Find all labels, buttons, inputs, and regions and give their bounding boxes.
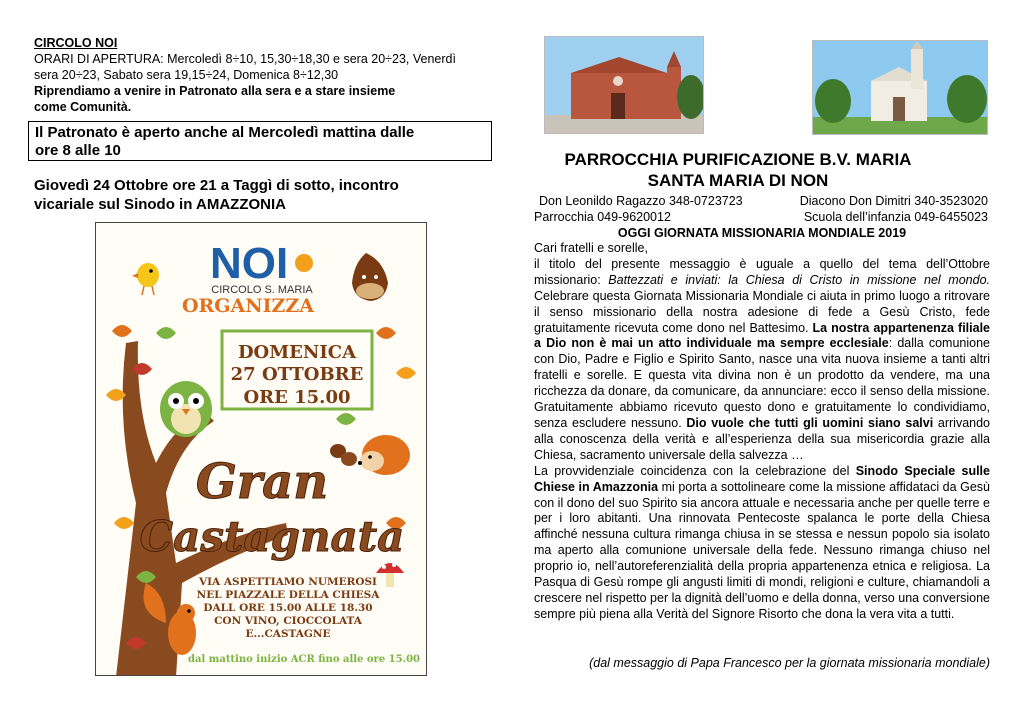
logo-subtitle: CIRCOLO S. MARIA [211, 284, 313, 296]
poster-title-castagnata: Castagnata [139, 512, 405, 561]
text-run: La provvidenziale coincidenza con la celebrazione del [534, 463, 856, 478]
text-run-italic: Battezzati e inviati: la Chiesa di Cristo in missione nel mondo. [608, 272, 990, 287]
date-day: 27 OTTOBRE [230, 364, 364, 385]
opening-hours-line: ORARI DI APERTURA: Mercoledì 8÷10, 15,30÷18,30 e sera 20÷23, Venerdì [34, 52, 456, 66]
wednesday-open-line: ore 8 alle 10 [35, 142, 121, 159]
church-brick-image [545, 37, 703, 133]
church-photo-right [812, 40, 988, 135]
date-weekday: DOMENICA [237, 342, 357, 363]
poster-info-line: DALL ORE 15.00 ALLE 18.30 [203, 602, 373, 614]
poster-info-line: NEL PIAZZALE DELLA CHIESA [196, 589, 380, 601]
church-photo-left [544, 36, 704, 134]
patronato-invite-line: Riprendiamo a venire in Patronato alla sera e a stare insieme [34, 84, 396, 98]
logo-dot-icon [295, 254, 313, 272]
contact-priest: Don Leonildo Ragazzo 348-0723723 [539, 194, 743, 208]
noi-logo: NOI [210, 239, 289, 288]
article-body [534, 241, 990, 623]
poster-footer: dal mattino inizio ACR fino alle ore 15.00 [188, 654, 420, 665]
contact-school: Scuola dell’infanzia 049-6455023 [803, 210, 988, 224]
poster-info-line: VIA ASPETTIAMO NUMEROSI [199, 576, 377, 588]
article-heading: OGGI GIORNATA MISSIONARIA MONDIALE 2019 [617, 226, 907, 240]
meeting-line: vicariale sul Sinodo in AMAZZONIA [34, 196, 286, 213]
parish-title-line: PARROCCHIA PURIFICAZIONE B.V. MARIA [564, 150, 912, 169]
castagnata-poster [95, 222, 427, 676]
meeting-line: Giovedì 24 Ottobre ore 21 a Taggì di sotto, incontro [34, 177, 399, 194]
chestnuts-icon [330, 444, 357, 466]
opening-hours-line: sera 20÷23, Sabato sera 19,15÷24, Domenica 8÷12,30 [34, 68, 339, 82]
mushroom-icon [376, 563, 404, 587]
text-run: : dalla comunione con Dio, Padre e Figlio e Spirito Santo, nasce una vita nuova insieme a tanti altri fratelli e sorelle. E questa vita divina non è un prodotto da vendere, ma una ricchezza da donare, da comunicare, da annunciare: ecco il senso della missione. Gratuitamente abbiamo ricevuto questo dono e gratuitamente lo condividiamo, senza escludere nessuno. [534, 336, 990, 430]
wednesday-open-box [28, 121, 492, 161]
article-paragraph [534, 464, 990, 623]
text-run-bold: La nostra appartenenza filiale a Dio non è mai un atto individuale ma sempre ecclesiale [534, 320, 990, 351]
poster-info-line: CON VINO, CIOCCOLATA [214, 615, 362, 627]
circolo-section [34, 36, 492, 115]
circolo-title: CIRCOLO NOI [34, 36, 118, 50]
vicarial-meeting-notice [34, 176, 494, 214]
text-run: il titolo del presente messaggio è uguale a quello del tema dell’Ottobre missionario: [534, 256, 990, 287]
article-paragraph [534, 257, 990, 464]
patronato-invite [34, 83, 492, 115]
text-run: Celebrare questa Giornata Missionaria Mondiale ci aiuta in primo luogo a ritrovare il senso missionario della nostra adesione di fede a Gesù Cristo, fede gratuitamente ricevuta come dono nel Battesimo. [534, 288, 990, 335]
contact-deacon: Diacono Don Dimitri 340-3523020 [799, 194, 988, 208]
chestnut-character-icon [352, 253, 388, 301]
contact-parish: Parrocchia 049-9620012 [534, 210, 671, 224]
text-run: arrivando alla conoscenza della verità e all’esperienza della sua misericordia grazie alla Chiesa, sacramento universale della salvezza … [534, 415, 990, 462]
hedgehog-icon [358, 435, 410, 475]
church-white-image [813, 41, 987, 134]
organizza-label: ORGANIZZA [181, 295, 315, 317]
article-source: (dal messaggio di Papa Francesco per la giornata missionaria mondiale) [589, 656, 990, 670]
text-run-bold: Dio vuole che tutti gli uomini siano salvi [686, 415, 934, 430]
chick-icon [132, 263, 159, 295]
poster-title-gran: Gran [195, 454, 329, 510]
opening-hours [34, 51, 492, 83]
poster-artwork [96, 223, 427, 676]
patronato-invite-line: come Comunità. [34, 100, 132, 114]
date-time: ORE 15.00 [243, 387, 351, 408]
text-run-bold: Sinodo Speciale sulle Chiese in Amazzonia [534, 463, 990, 494]
wednesday-open-line: Il Patronato è aperto anche al Mercoledì mattina dalle [35, 124, 415, 141]
owl-icon [160, 381, 212, 437]
text-run: mi porta a sottolineare come la missione affidataci da Gesù con il dono del suo Spirito sia ancora attuale e necessaria anche per quelle terre e per i loro abitanti. Una rinnovata Pentecoste spalanca le porte della Chiesa affinché nessuna cultura rimanga chiusa in se stessa e nessun popolo sia isolato ma aperto alla comunione universale della fede. Nessuno rimanga chiuso nel proprio io, nell’autoreferenzialità della propria appartenenza etnica e religiosa. La Pasqua di Gesù rompe gli angusti limiti di mondi, religioni e culture, chiamandoli a crescere nel rispetto per la dignità dell’uomo e della donna, verso una conversione sempre più piena alla Verità del Signore Risorto che dona la vera vita a tutti. [534, 479, 990, 621]
parish-title-line: SANTA MARIA DI NON [647, 171, 829, 190]
article-greeting: Cari fratelli e sorelle, [534, 241, 648, 255]
parish-title [534, 149, 942, 191]
poster-info-line: E...CASTAGNE [245, 628, 331, 640]
